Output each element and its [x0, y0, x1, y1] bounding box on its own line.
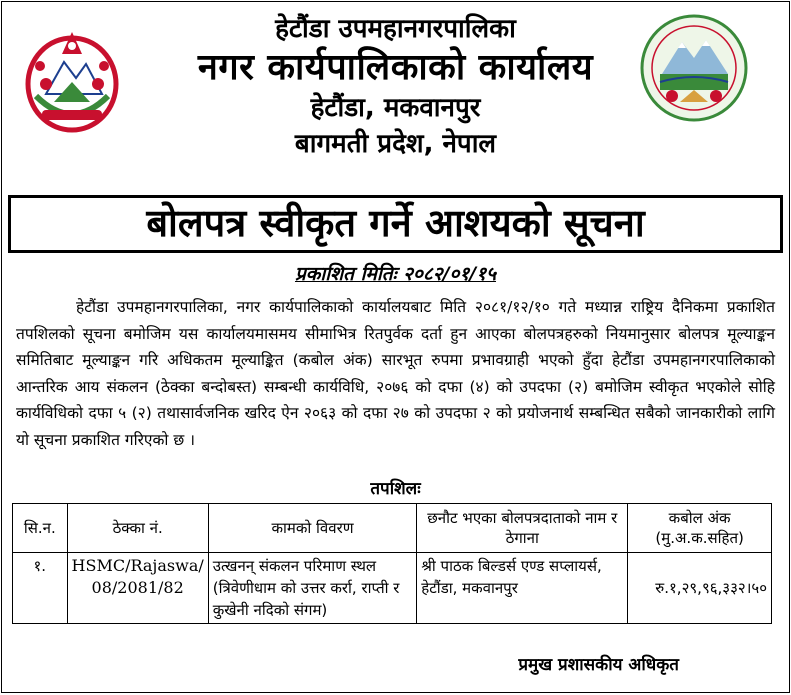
- cell-bidder: श्री पाठक बिल्डर्स एण्ड सप्लायर्स, हेटौंडा, मकवानपुर: [417, 553, 628, 624]
- notice-title: बोलपत्र स्वीकृत गर्ने आशयको सूचना: [8, 195, 783, 253]
- office-address: हेटौंडा, मकवानपुर: [310, 93, 481, 123]
- office-titles: [132, 12, 659, 162]
- notice-body: हेटौंडा उपमहानगरपालिका, नगर कार्यपालिकाको कार्यालयबाट मिति २०८१/१२/१० गते मध्यान्न राष्ट्रिय दैनिकमा प्रकाशित तपशिलको सूचना बमोजिम यस कार्यालयमासमय सीमाभित्र रितपुर्वक दर्ता हुन आएका बोलपत्रहरुको नियमानुसार बोलपत्र मूल्याङ्कन समितिबाट मूल्याङ्कन गरि अधिकतम मूल्याङ्कित (कबोल अंक) सारभूत रुपमा प्रभावग्राही भएको हुँदा हेटौंडा उपमहानगरपालिकाको आन्तरिक आय संकलन (ठेक्का बन्दोबस्त) सम्बन्धी कार्यविधि, २०७६ को दफा (४) को उपदफा (२) बमोजिम स्वीकृत भएकोले सोहि कार्यविधिको दफा ५ (२) तथासार्वजनिक खरिद ऐन २०६३ को दफा २७ को उपदफा २ को प्रयोजनार्थ सम्बन्धित सबैको जानकारीको लागि यो सूचना प्रकाशित गरिएको छ ।: [16, 298, 775, 449]
- contract-table: [12, 503, 772, 624]
- hetauda-municipality-logo-icon: [638, 12, 750, 124]
- schedule-heading: तपशिलः: [370, 479, 421, 499]
- province-country: बागमती प्रदेश, नेपाल: [294, 129, 497, 159]
- header-bidder: छनौट भएका बोलपत्रदाताको नाम र ठेगाना: [417, 504, 628, 553]
- published-date-text: प्रकाशित मितिः २०८२/०१/१५: [294, 263, 497, 285]
- table-row: [13, 553, 772, 624]
- header-contract-no: ठेक्का नं.: [67, 504, 208, 553]
- letterhead: [2, 2, 789, 245]
- header-sn: सि.न.: [13, 504, 68, 553]
- header-description: कामको विवरण: [208, 504, 417, 553]
- published-date: [2, 260, 789, 286]
- table-header-row: [13, 504, 772, 553]
- notice-page: [1, 1, 790, 693]
- office-name: नगर कार्यपालिकाको कार्यालय: [197, 47, 594, 88]
- cell-amount: रु.१,२९,९६,३३२।५०: [628, 553, 772, 624]
- signature-title: प्रमुख प्रशासकीय अधिकृत: [518, 655, 679, 675]
- header-amount: कबोल अंक (मु.अ.क.सहित): [628, 504, 772, 553]
- nepal-government-emblem-icon: [24, 24, 120, 134]
- cell-description: उत्खनन् संकलन परिमाण स्थल (त्रिवेणीधाम को उत्तर कर्रा, राप्ती र कुखेनी नदिको संगम): [208, 553, 417, 624]
- cell-contract-no: HSMC/Rajaswa/ 08/2081/82: [67, 553, 208, 624]
- cell-sn: १.: [13, 553, 68, 624]
- municipality-name: हेटौंडा उपमहानगरपालिका: [275, 14, 516, 44]
